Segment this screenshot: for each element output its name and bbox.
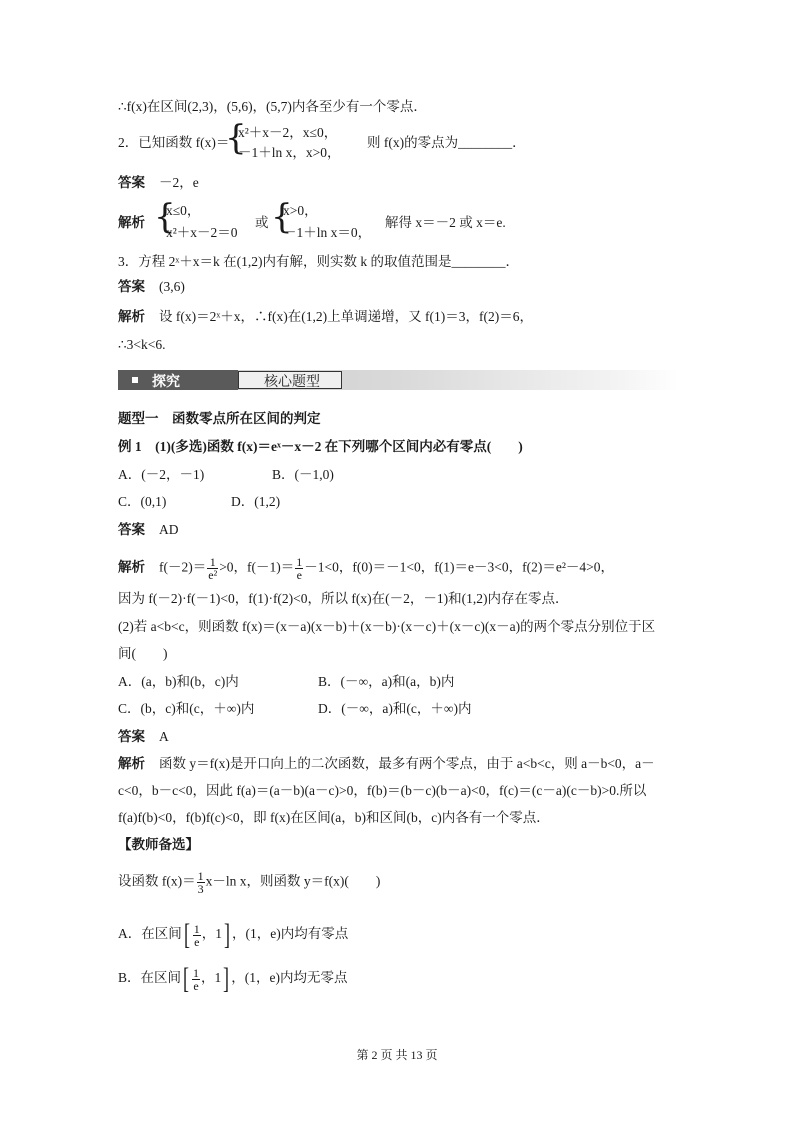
piecewise-row: x²＋x－2，x≤0， xyxy=(238,125,338,140)
analysis-text: f(－2)＝ xyxy=(159,559,207,575)
question-text: 设函数 f(x)＝ xyxy=(118,873,196,889)
fraction xyxy=(207,556,218,581)
fraction xyxy=(193,923,201,948)
left-bracket: [ xyxy=(183,962,190,995)
banner-right-label: 核心题型 xyxy=(264,374,320,390)
answer-label: 答案 xyxy=(118,522,145,537)
fraction xyxy=(197,870,205,895)
analysis-label: 解析 xyxy=(118,559,145,575)
analysis-line xyxy=(118,556,614,581)
answer-label: 答案 xyxy=(118,175,145,190)
option-c: C．(0,1) xyxy=(118,494,167,509)
option-text: ，1 xyxy=(201,926,222,942)
option-b: B．(－∞，a)和(a，b)内 xyxy=(318,674,455,689)
banner-left-label: 探究 xyxy=(152,374,180,390)
option-a: A．(a，b)和(b，c)内 xyxy=(118,674,239,689)
option-b: B．(－1,0) xyxy=(272,467,334,482)
example-text: 间( ) xyxy=(118,646,168,661)
answer-line xyxy=(118,278,185,296)
left-bracket: [ xyxy=(183,918,190,951)
or-text: 或 xyxy=(255,215,269,230)
text-line: ∴f(x)在区间(2,3)，(5,6)，(5,7)内各至少有一个零点． xyxy=(118,99,427,114)
option-b xyxy=(118,962,348,995)
page-footer: 第 2 页 共 13 页 xyxy=(356,1048,438,1062)
answer-label: 答案 xyxy=(118,279,145,294)
question-2-tail: 则 f(x)的零点为________． xyxy=(367,135,526,150)
analysis-label: 解析 xyxy=(118,756,145,771)
option-a: A．(－2，－1) xyxy=(118,467,205,482)
answer-line xyxy=(118,728,169,746)
answer-value: AD xyxy=(159,522,179,537)
solution-tail: 解得 x＝－2 或 x＝e. xyxy=(385,215,506,230)
type-heading: 题型一 函数零点所在区间的判定 xyxy=(118,411,321,426)
analysis-label: 解析 xyxy=(118,215,145,230)
answer-label: 答案 xyxy=(118,729,145,744)
right-bracket: ] xyxy=(223,962,230,995)
analysis-line: 因为 f(－2)·f(－1)<0，f(1)·f(2)<0，所以 f(x)在(－2，－1)和(1,2)内存在零点． xyxy=(118,591,569,606)
analysis-line: f(a)f(b)<0，f(b)f(c)<0，即 f(x)在区间(a，b)和区间(b，c)内各有一个零点． xyxy=(118,810,550,825)
system-row: －1＋ln x＝0， xyxy=(283,225,372,240)
denominator: e xyxy=(296,568,302,582)
analysis-line xyxy=(118,308,533,326)
section-banner xyxy=(118,370,678,390)
option-c: C．(b，c)和(c，＋∞)内 xyxy=(118,701,255,716)
example-text: 例 1 (1)(多选)函数 f(x)＝eˣ－x－2 在下列哪个区间内必有零点( ) xyxy=(118,439,523,454)
question-text: x－ln x，则函数 y＝f(x)( ) xyxy=(205,873,381,889)
denominator: 3 xyxy=(197,882,204,896)
analysis-label: 解析 xyxy=(118,309,145,324)
system-row: x≤0， xyxy=(166,203,201,218)
square-bullet-icon xyxy=(132,377,138,383)
option-text: B．在区间 xyxy=(118,970,182,986)
numerator: 1 xyxy=(296,555,303,569)
option-text: A．在区间 xyxy=(118,926,182,942)
option-text: ，(1，e)内均有零点 xyxy=(232,926,349,942)
denominator: e² xyxy=(208,568,218,582)
question-3: 3．方程 2ˣ＋x＝k 在(1,2)内有解，则实数 k 的取值范围是________． xyxy=(118,254,520,269)
analysis-line: ∴3<k<6. xyxy=(118,337,166,352)
numerator: 1 xyxy=(197,869,204,883)
teacher-question xyxy=(118,870,380,895)
answer-value: A xyxy=(159,729,169,744)
analysis-text: >0，f(－1)＝ xyxy=(219,559,295,575)
numerator: 1 xyxy=(193,921,200,936)
option-d: D．(1,2) xyxy=(231,494,281,509)
system-row: x>0， xyxy=(283,203,318,218)
right-bracket: ] xyxy=(224,918,230,951)
analysis-line: c<0，b－c<0，因此 f(a)＝(a－b)(a－c)>0，f(b)＝(b－c)(b－a)<0，f(c)＝(c－a)(c－b)>0.所以 xyxy=(118,783,647,798)
answer-line xyxy=(118,521,179,539)
answer-line xyxy=(118,174,199,192)
system-row: x²＋x－2＝0 xyxy=(166,225,238,240)
option-text: ，(1，e)内均无零点 xyxy=(231,970,348,986)
option-text: ，1 xyxy=(201,970,222,986)
numerator: 1 xyxy=(193,965,200,980)
analysis-text: －1<0，f(0)＝－1<0，f(1)＝e－3<0，f(2)＝e²－4>0， xyxy=(304,559,614,575)
example-1 xyxy=(118,438,523,456)
question-2-lead: 2．已知函数 f(x)＝ xyxy=(118,135,230,150)
brace-symbol: { xyxy=(225,118,247,158)
example-text: (2)若 a<b<c，则函数 f(x)＝(x－a)(x－b)＋(x－b)·(x－c)＋(x－c)(x－a)的两个零点分别位于区 xyxy=(118,619,656,634)
fraction xyxy=(295,556,303,581)
answer-value: (3,6) xyxy=(159,279,185,294)
teacher-selection-heading: 【教师备选】 xyxy=(118,837,199,852)
numerator: 1 xyxy=(207,556,218,569)
option-d: D．(－∞，a)和(c，＋∞)内 xyxy=(318,701,472,716)
denominator: e xyxy=(193,978,199,993)
analysis-text: 函数 y＝f(x)是开口向上的二次函数，最多有两个零点，由于 a<b<c，则 a－b<0，a－ xyxy=(159,756,655,771)
analysis-text: 设 f(x)＝2ˣ＋x，∴f(x)在(1,2)上单调递增，又 f(1)＝3，f(2)＝6， xyxy=(159,309,533,324)
answer-value: －2，e xyxy=(159,175,199,190)
fraction xyxy=(192,967,200,992)
brace-symbol: { xyxy=(271,197,293,237)
analysis-line xyxy=(118,755,655,773)
brace-symbol: { xyxy=(154,197,176,237)
option-a xyxy=(118,918,349,951)
piecewise-row: －1＋ln x，x>0， xyxy=(238,145,341,160)
denominator: e xyxy=(194,934,200,949)
